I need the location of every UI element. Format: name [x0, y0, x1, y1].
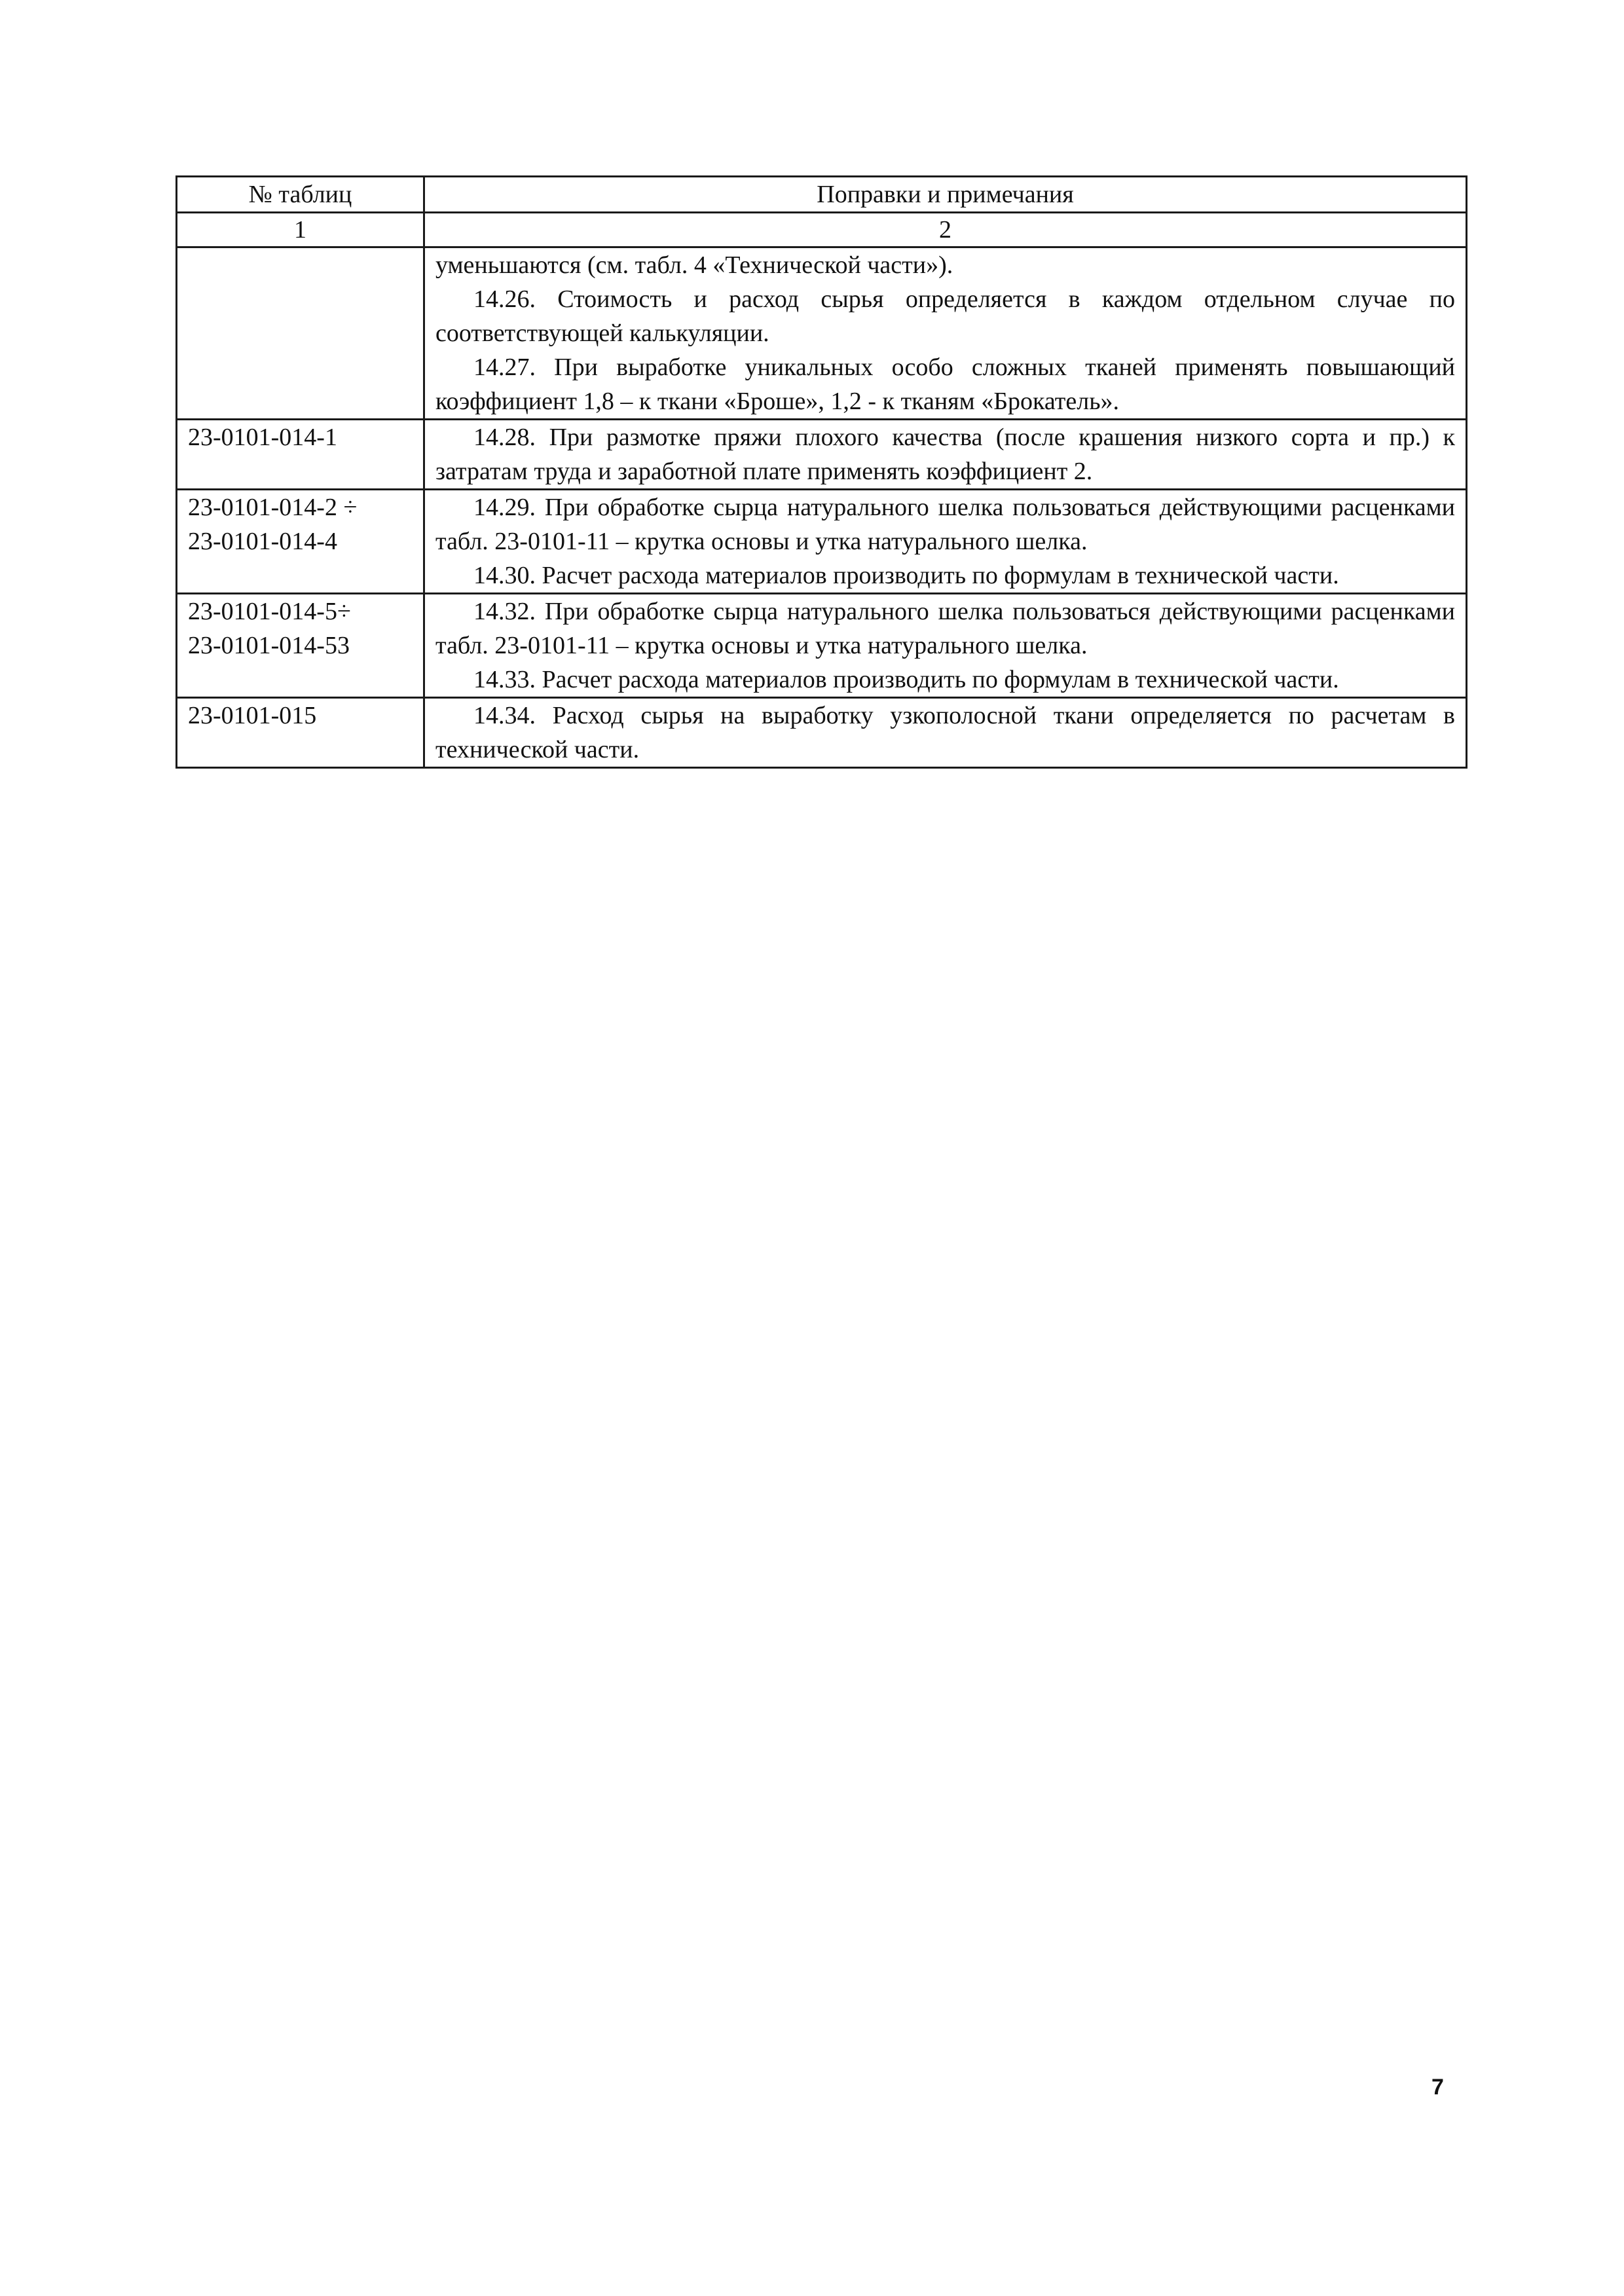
note-cell [424, 490, 1467, 594]
table-number-ref: 23-0101-014-1 [188, 424, 337, 451]
table-number-ref: 23-0101-014-4 [188, 528, 337, 555]
note-cell [424, 594, 1467, 698]
page-number: 7 [1431, 2075, 1444, 2100]
table-row [177, 247, 1467, 420]
table-number-ref: 23-0101-015 [188, 702, 317, 729]
note-cell [424, 420, 1467, 490]
header-corrections-notes: Поправки и примечания [424, 177, 1467, 213]
corrections-table [175, 175, 1467, 769]
table-number-ref: 23-0101-014-5÷ [188, 598, 351, 625]
header-row [177, 177, 1467, 213]
note-paragraph: 14.29. При обработке сырца натурального шелка пользоваться действующими расценками табл. 23-0101-11 – крутка основы и утка натурального шелка. [435, 494, 1455, 555]
table-number-cell [177, 490, 424, 594]
table-number-cell [177, 698, 424, 768]
table-number-ref: 23-0101-014-53 [188, 632, 350, 659]
table-row [177, 420, 1467, 490]
column-number-1: 1 [177, 213, 424, 247]
header-table-number: № таблиц [177, 177, 424, 213]
note-paragraph: 14.33. Расчет расхода материалов производить по формулам в технической части. [473, 666, 1339, 693]
note-paragraph: 14.27. При выработке уникальных особо сложных тканей применять повышающий коэффициент 1,8 – к ткани «Броше», 1,2 - к тканям «Брокатель». [435, 354, 1455, 415]
note-paragraph: 14.34. Расход сырья на выработку узкополосной ткани определяется по расчетам в технической части. [435, 702, 1455, 763]
table-number-cell [177, 594, 424, 698]
column-number-row [177, 213, 1467, 247]
note-paragraph: 14.30. Расчет расхода материалов производить по формулам в технической части. [473, 562, 1339, 589]
note-paragraph: 14.32. При обработке сырца натурального шелка пользоваться действующими расценками табл. 23-0101-11 – крутка основы и утка натурального шелка. [435, 598, 1455, 659]
note-paragraph: уменьшаются (см. табл. 4 «Технической части»). [435, 251, 953, 279]
table-header [177, 177, 1467, 247]
table-body [177, 247, 1467, 768]
note-paragraph: 14.26. Стоимость и расход сырья определяется в каждом отдельном случае по соответствующей калькуляции. [435, 285, 1455, 347]
table-row [177, 698, 1467, 768]
note-cell [424, 698, 1467, 768]
table-number-cell [177, 247, 424, 420]
table-number-ref: 23-0101-014-2 ÷ [188, 494, 358, 521]
table-row [177, 490, 1467, 594]
note-paragraph: 14.28. При размотке пряжи плохого качества (после крашения низкого сорта и пр.) к затратам труда и заработной плате применять коэффициент 2. [435, 424, 1455, 485]
note-cell [424, 247, 1467, 420]
table-row [177, 594, 1467, 698]
table-number-cell [177, 420, 424, 490]
column-number-2: 2 [424, 213, 1467, 247]
